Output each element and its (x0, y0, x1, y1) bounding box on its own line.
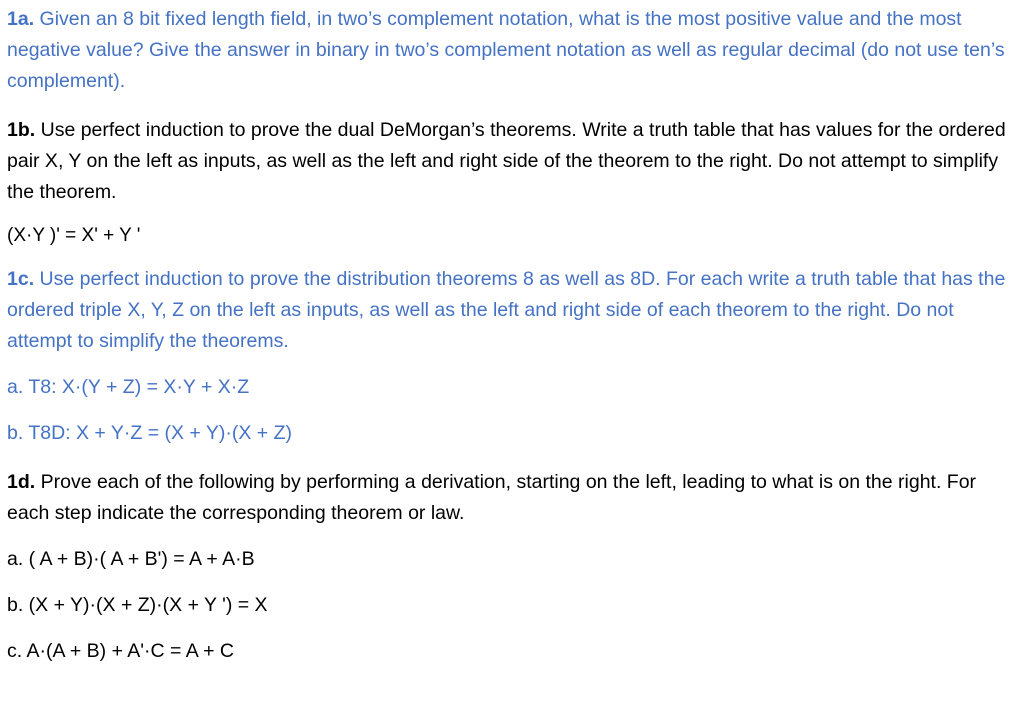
question-1c-part-a: a. T8: X·(Y + Z) = X·Y + X·Z (7, 376, 250, 398)
question-1c-part-b: b. T8D: X + Y·Z = (X + Y)·(X + Z) (7, 422, 293, 444)
question-1a-number: 1a. (7, 8, 35, 30)
question-1c-text: Use perfect induction to prove the distribution theorems 8 as well as 8D. For each write a truth table that has the ordered triple X, Y, Z on the left as inputs, as well as the left and right side of each theorem to the right. Do not attempt to simplify the theorems. (7, 268, 1006, 352)
question-1c (7, 264, 1018, 357)
question-1c-number: 1c. (7, 268, 35, 290)
question-1d-part-c: c. A·(A + B) + A'·C = A + C (7, 640, 234, 662)
question-1a-text: Given an 8 bit fixed length field, in two’s complement notation, what is the most positive value and the most negative value? Give the answer in binary in two’s complement notation as well as regular decimal (do not use ten’s complement). (7, 8, 1005, 92)
question-1b (7, 115, 1018, 208)
question-1d-part-b: b. (X + Y)·(X + Z)·(X + Y ') = X (7, 594, 268, 616)
question-1a (7, 4, 1018, 97)
question-1d-number: 1d. (7, 471, 36, 493)
question-1d (7, 467, 1018, 529)
question-1b-number: 1b. (7, 119, 36, 141)
question-1d-text: Prove each of the following by performing a derivation, starting on the left, leading to what is on the right. For each step indicate the corresponding theorem or law. (7, 471, 977, 524)
question-1d-part-a: a. ( A + B)·( A + B') = A + A·B (7, 548, 255, 570)
question-1b-equation: (X·Y )' = X' + Y ' (7, 225, 141, 246)
question-1b-text: Use perfect induction to prove the dual DeMorgan’s theorems. Write a truth table that has values for the ordered pair X, Y on the left as inputs, as well as the left and right side of the theorem to the right. Do not attempt to simplify the theorem. (7, 119, 1006, 203)
